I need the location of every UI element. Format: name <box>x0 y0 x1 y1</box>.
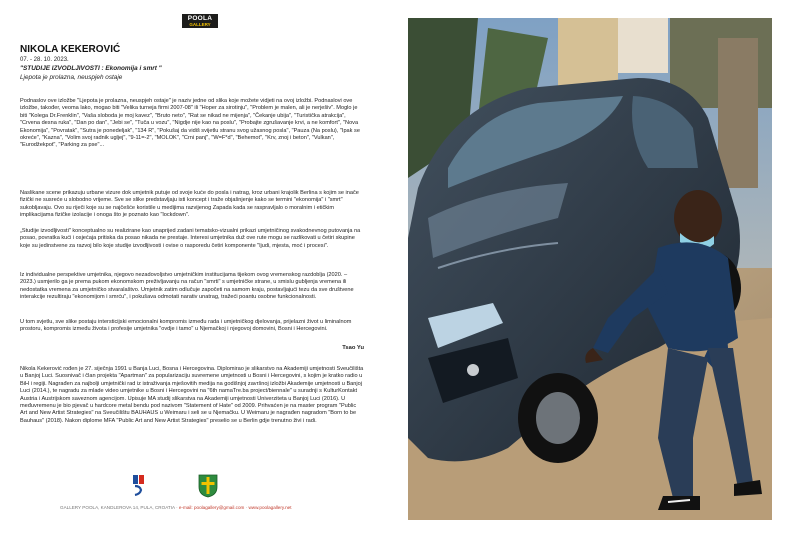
coat-of-arms-icon <box>198 474 218 498</box>
logo-line2: GALLERY <box>189 22 211 27</box>
text-author: Tsao Yu <box>342 345 364 351</box>
paragraph-conclusion: U tom svjetlu, sve slike postaju intersticijski emocionalni kompromis između rada i umjetničkog djelovanja, prijelazni život u liminalnom prostoru, kompromis između života i profesije umjetnika "ovdje i tamo" u Njemačkoj i njegovoj domovini, Bosni i Hercegovini. <box>20 319 352 333</box>
paragraph-perspective: Iz individualne perspektive umjetnika, njegovo nezadovoljstvo umjetničkim institucijama tijekom ovog vremenskog razdoblja (2020. – 2023.) usmjerilo ga je prema pukom ekonomskom preživljavanju na račun "smrti" s umjetničke strane, u smislu gubljenja vremena ili nedostatka vremena za umjetničko stvaralaštvo. Umjetnik zatim odlučuje započeti na samom kraju, postavljajući tezu da sve društvene interakcije rezultiraju "ekonomijom i smrću", i pokušava odmotati narativ unatrag, tražeći poantu osobne funkcionalnosti. <box>20 272 354 301</box>
paragraph-biography: Nikola Kekerović rođen je 27. siječnja 1991 u Banja Luci, Bosna i Hercegovina. Diplomirao je slikarstvo na Akademiji umjetnosti Sveučilišta u Banjoj Luci. Suosnivač i član projekta "Apartman" za popularizaciju suvremene umjetnosti u Bosni i Hercegovini, s kojim je kratko radio u BiH i regiji. Nagrađen za najbolji umjetnički rad iz istraživanja mješovitih medija na godišnjoj završnoj izložbi Akademije umjetnosti u Banjoj Luci (2014.), te nagradu za mlade video umjetnike u Bosni i Hercegovini na "6th namaTre.ba project/biennale" u suradnji s KulturKontakt Austria i Austrijskom saveznom agencijom. Upisuje MA studij slikarstva na Akademiji umjetnosti Univerziteta u Banjoj Luci (2016). U međuvremenu je bio pjevač u hardcore metal bendu pod nazivom "Statement of Hate" od 2009. Prihvaćen je na master program "Public Art and New Artist Strategies" na Sveučilištu BAUHAUS u Weimaru i seli se u Njemačku. U Weimaru je nagrađen nagradom "Born to be Bauhaus" (2018). Nakon diplome MFA "Public Art and New Artist Strategies" preselio se u Berlin gdje trenutno živi i radi. <box>20 366 364 424</box>
paragraph-scenes: Naslikane scene prikazuju urbane vizure dok umjetnik putuje od svoje kuće do posla i natrag, kroz urbani krajolik Berlina s kojim se inače fizički ne susreće u slobodno vrijeme. Sve se slike predstavljaju isti koncept i traže objašnjenje kako se termini "ekonomija" i "smrt" sukobljavaju. Ovo su riječi koje su se najčešće koristile u medijima razvijenog Zapada kada se raspravljalo o moralnim i etičkim implikacijama fizičke izolacije i onoga što je poznato kao "lockdown". <box>20 190 359 219</box>
sponsor-emblem-icon <box>132 474 146 496</box>
exhibition-title: "STUDIJE IZVODLJIVOSTI : Ekonomija i smrt " <box>20 65 162 72</box>
exhibition-subtitle: Ljepota je prolazna, neuspjeh ostaje <box>20 74 123 81</box>
text-column <box>20 14 372 529</box>
footer-website[interactable]: www.poolagallery.net <box>248 505 292 510</box>
paragraph-concept: „Studije izvodljivosti" konceptualno su realizirane kao unaprijed zadani tematsko-vizualni prikazi umjetničinog svakodnevnog putovanja na posao, povratka kući i osjećaja pritiska da posao nikada ne prestaje. Interesi umjetnika duž ove rute mogu se razlikovati u četiri skupine koje su jedinstvene za razvoj bilo koje studije izvodljivosti i ovise o rasporedu četiri komponente "ljudi, mjesta, moć i procesi". <box>20 228 361 249</box>
logo-line1: POOLA <box>187 15 213 22</box>
footer-address: GALLERY POOLA, KANDLEROVA 14, PULA, CROATIA <box>60 505 175 510</box>
gallery-logo <box>182 14 218 28</box>
artist-name: NIKOLA KEKEROVIĆ <box>20 44 121 55</box>
paragraph-intro: Podnaslov ove izložbe "Ljepota je prolazna, neuspjeh ostaje" je naziv jedne od slika koje možete vidjeti na ovoj izložbi. Podnaslovi ove izložbe, također, veoma lako, mogao biti "Velika turneja firmi 2007-08" ili "Hoper za sirotinju", "Problem je malen, ali je nerješiv". Moglo je biti "Kolega Dr.Frenklin", "Vaša sloboda je moj kavez", "Bruto neto", "Rat se nikad ne mijenja", "Čekanje ubija", "Turistička atrakcija", "Crvena desna ruka", "Dan po dan", "Jebi se", "Tuča u vozu", "Nigdje nije kao na poslu", "Probajte zgrušavanje krvi, a ne komfort", "Nova Ekonomija", "Povratak", "Sutra je ponedeljak", "134 R", "Pokušaj da vidiš svijetlu stranu svog užasnog posla", "Pauza (Na poslu), "Ipak se okreće", "Kazna", "Volim svoj radnik ugljej", "9-11=-2", "MOLOK", "Crni panj", "W=F*d", "Behemot", "Krv, znoj i beton", "Vulkan", "Eurodžekpot", "Parking za pse"... <box>20 98 360 149</box>
painting-image <box>408 18 772 520</box>
footer-contact: GALLERY POOLA, KANDLEROVA 14, PULA, CROATIA · e-mail: poolagallery@gmail.com · www.poolagallery.net <box>60 505 292 510</box>
footer-email[interactable]: e-mail: poolagallery@gmail.com <box>178 505 245 510</box>
exhibition-dates: 07. - 28. 10. 2023. <box>20 57 69 63</box>
